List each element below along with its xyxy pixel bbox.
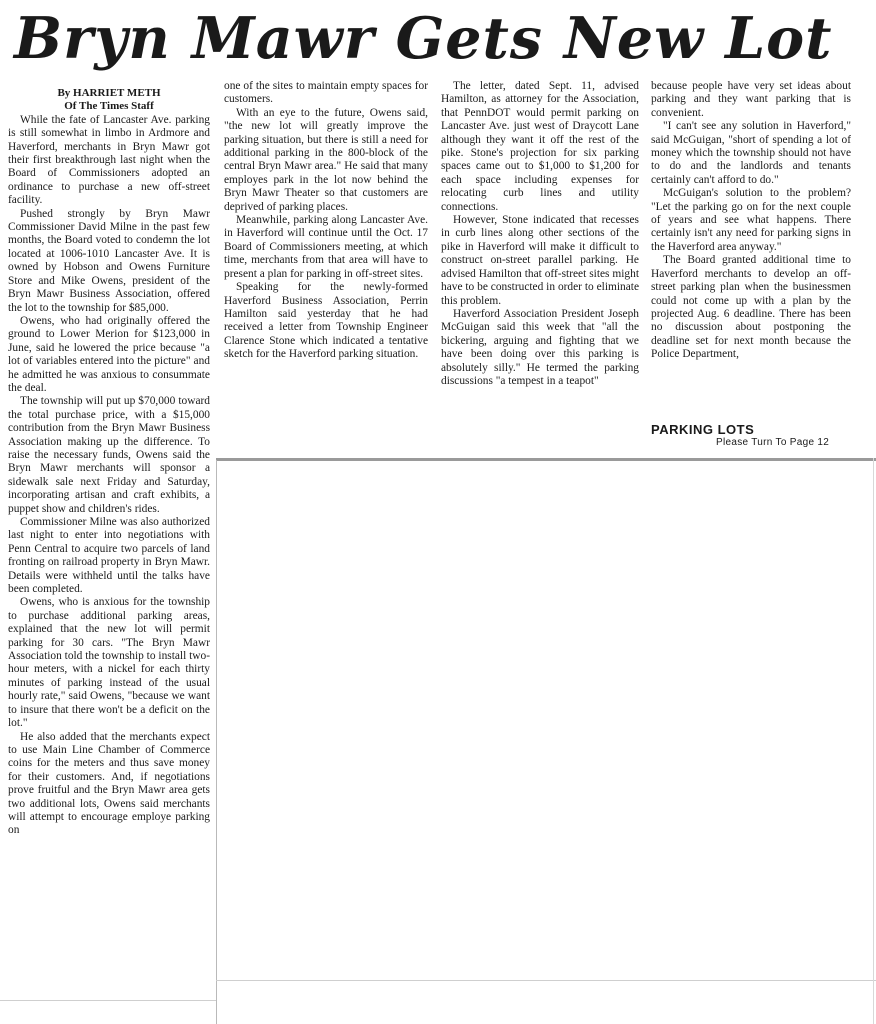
paragraph: The township will put up $70,000 toward the total purchase price, with a $15,000 contribution from the Bryn Mawr Business Association making up the difference. To raise the necessary funds, Owens said the Bryn Mawr merchants will sponsor a sidewalk sale next Friday and Saturday, incorporating artisan and craft exhibits, a puppet show and children's rides. — [8, 395, 210, 515]
article-column-4 — [651, 80, 851, 420]
paragraph: Meanwhile, parking along Lancaster Ave. in Haverford will continue until the Oct. 17 Board of Commissioners meeting, at which time, merchants from that area will have to present a plan for parking in off-street sites. — [224, 214, 428, 280]
vertical-rule — [216, 460, 217, 1024]
paragraph: While the fate of Lancaster Ave. parking is still somewhat in limbo in Ardmore and Haverford, merchants in Bryn Mawr got their first breakthrough last night when the Board of Commissioners adopted an ordinance to purchase a new off-street facility. — [8, 113, 210, 207]
jump-heading: PARKING LOTS — [651, 422, 755, 437]
paragraph: He also added that the merchants expect to use Main Line Chamber of Commerce coins for the meters and thus save money for their customers. And, if negotiations prove fruitful and the Bryn Mawr area gets two additional lots, Owens said merchants will attempt to encourage employe parking on — [8, 730, 210, 837]
paragraph: one of the sites to maintain empty spaces for customers. — [224, 80, 428, 106]
article-column-3 — [441, 80, 639, 452]
article-column-2 — [224, 80, 428, 452]
paragraph: However, Stone indicated that recesses in curb lines along other sections of the pike in Haverford will make it difficult to construct on-street parallel parking. He advised Hamilton that off-street sites might have to be constructed in order to eliminate this problem. — [441, 214, 639, 307]
paragraph: Commissioner Milne was also authorized last night to enter into negotiations with Penn Central to acquire two parcels of land fronting on railroad property in Bryn Mawr. Details were withheld until the talks have been completed. — [8, 516, 210, 596]
staff-line: Of The Times Staff — [64, 100, 154, 113]
bottom-rule — [216, 980, 876, 981]
paragraph: McGuigan's solution to the problem? "Let the parking go on for the next couple of years and see what happens. There certainly isn't any need for parking signs in the Haverford area anyway." — [651, 187, 851, 253]
left-bottom-rule — [0, 1000, 216, 1001]
paragraph: Speaking for the newly-formed Haverford Business Association, Perrin Hamilton said yesterday that he had received a letter from Township Engineer Clarence Stone which indicated a tentative sketch for the Haverford parking situation. — [224, 281, 428, 361]
paragraph: Owens, who is anxious for the township to purchase additional parking areas, explained that the new lot will permit parking for 30 cars. "The Bryn Mawr Association told the township to install two-hour meters, with a nickel for each thirty minutes of parking instead of the usual hourly rate," said Owens, "because we want to insure that there won't be a deficit on the lot." — [8, 596, 210, 730]
continuation-line: Please Turn To Page 12 — [716, 437, 830, 448]
paragraph: The letter, dated Sept. 11, advised Hamilton, as attorney for the Association, that PennDOT would permit parking on Lancaster Ave. just west of Draycott Lane although they want it off the rest of the pike. Stone's projection for six parking spaces came out to $1,000 to $1,200 for each space including expenses for relocating curb lines and utility connections. — [441, 80, 639, 213]
headline: Bryn Mawr Gets New Lot — [14, 5, 833, 72]
article-column-1 — [8, 87, 210, 999]
paragraph: Owens, who had originally offered the ground to Lower Merion for $123,000 in June, said he lowered the price because "a lot of variables entered into the picture" and he admitted he was anxious to consummate the deal. — [8, 314, 210, 394]
horizontal-rule — [216, 458, 876, 461]
paragraph: Haverford Association President Joseph McGuigan said this week that "all the bickering, arguing and fighting that we have been doing over this parking is absolutely silly." He termed the parking discussions "a tempest in a teapot" — [441, 307, 639, 387]
paragraph: With an eye to the future, Owens said, "the new lot will greatly improve the parking situation, but there is still a need for additional parking in the 800-block of the central Bryn Mawr area." He said that many employes park in the lot now behind the Bryn Mawr Theater so that customers are deprived of parking places. — [224, 106, 428, 213]
paragraph: "I can't see any solution in Haverford," said McGuigan, "short of spending a lot of money which the township should not have to do and the landlords and tenants certainly can't afford to do." — [651, 120, 851, 186]
paragraph: Pushed strongly by Bryn Mawr Commissioner David Milne in the past few months, the Board voted to condemn the lot located at 1006-1010 Lancaster Ave. It is owned by Hobson and Owens Furniture Store and Mike Owens, president of the Bryn Mawr Business Association, offered the lot to the township for $85,000. — [8, 207, 210, 314]
byline: By HARRIET METH — [57, 87, 161, 99]
right-rule — [873, 458, 874, 1024]
paragraph: The Board granted additional time to Haverford merchants to develop an off-street parking plan when the businessmen could not come up with a plan by the projected Aug. 6 deadline. There has been no discussion about postponing the deadline set for next month because the Police Department, — [651, 254, 851, 361]
paragraph: because people have very set ideas about parking and they want parking that is convenient. — [651, 80, 851, 119]
